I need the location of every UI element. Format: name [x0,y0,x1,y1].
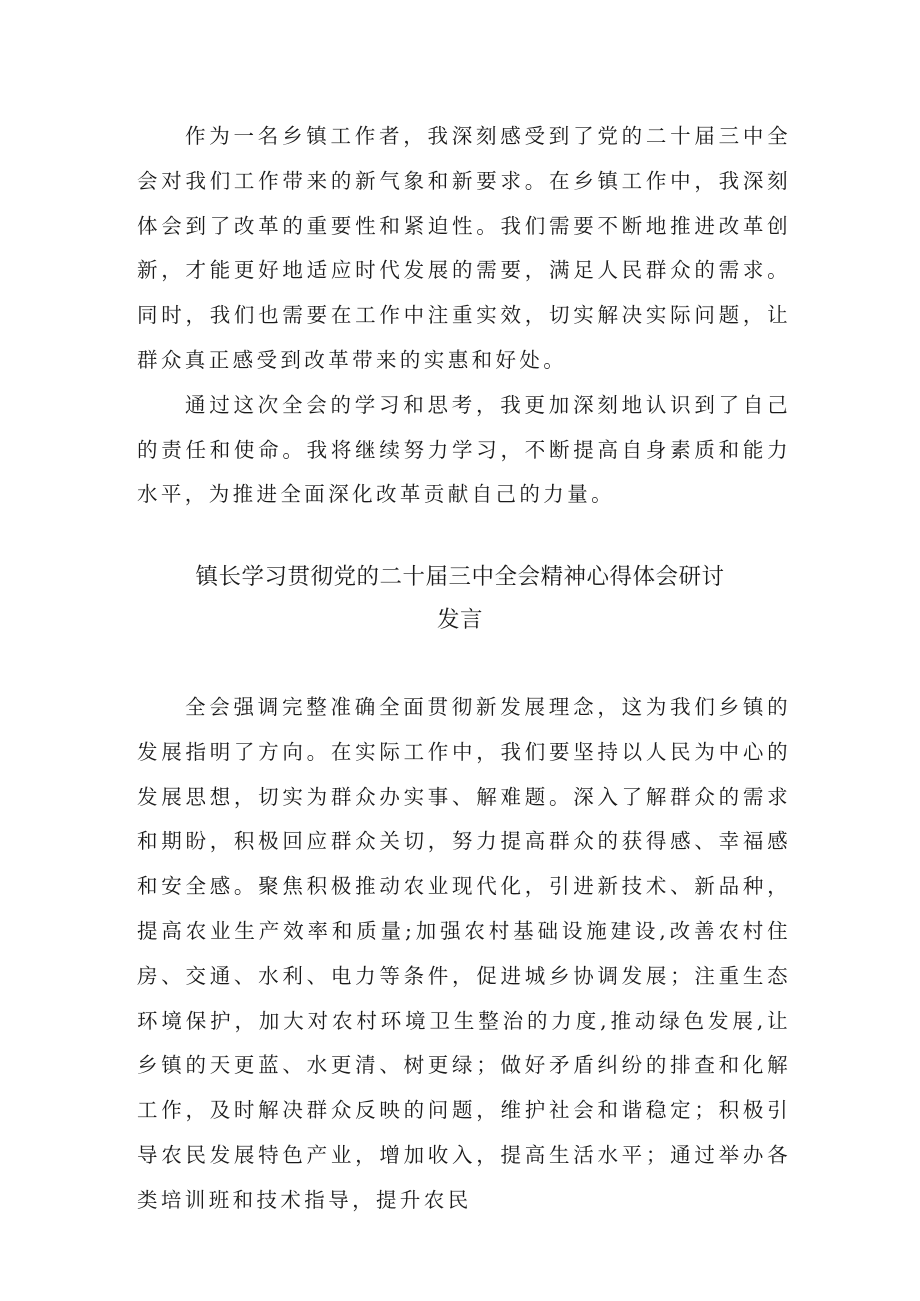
speech-text-block [137,685,791,1223]
section-title-line: 发言 [436,607,483,633]
body-paragraph: 通过这次全会的学习和思考，我更加深刻地认识到了自己的责任和使命。我将继续努力学习，不断提高自身素质和能力水平，为推进全面深化改革贡献自己的力量。 [137,392,791,507]
body-paragraph: 全会强调完整准确全面贯彻新发展理念，这为我们乡镇的发展指明了方向。在实际工作中，我们要坚持以人民为中心的发展思想，切实为群众办实事、解难题。深入了解群众的需求和期盼，积极回应群众关切，努力提高群众的获得感、幸福感和安全感。聚焦积极推动农业现代化，引进新技术、新品种，提高农业生产效率和质量;加强农村基础设施建设,改善农村住房、交通、水利、电力等条件，促进城乡协调发展；注重生态环境保护，加大对农村环境卫生整治的力度,推动绿色发展,让乡镇的天更蓝、水更清、树更绿；做好矛盾纠纷的排查和化解工作，及时解决群众反映的问题，维护社会和谐稳定；积极引导农民发展特色产业，增加收入，提高生活水平；通过举办各类培训班和技术指导，提升农民 [137,695,791,1212]
section-title-line: 镇长学习贯彻党的二十届三中全会精神心得体会研讨 [195,564,725,590]
body-paragraph: 作为一名乡镇工作者，我深刻感受到了党的二十届三中全会对我们工作带来的新气象和新要求。在乡镇工作中，我深刻体会到了改革的重要性和紧迫性。我们需要不断地推进改革创新，才能更好地适应时代发展的需要，满足人民群众的需求。同时，我们也需要在工作中注重实效，切实解决实际问题，让群众真正感受到改革带来的实惠和好处。 [137,124,791,372]
intro-text-block [137,114,791,517]
section-title [100,556,820,642]
